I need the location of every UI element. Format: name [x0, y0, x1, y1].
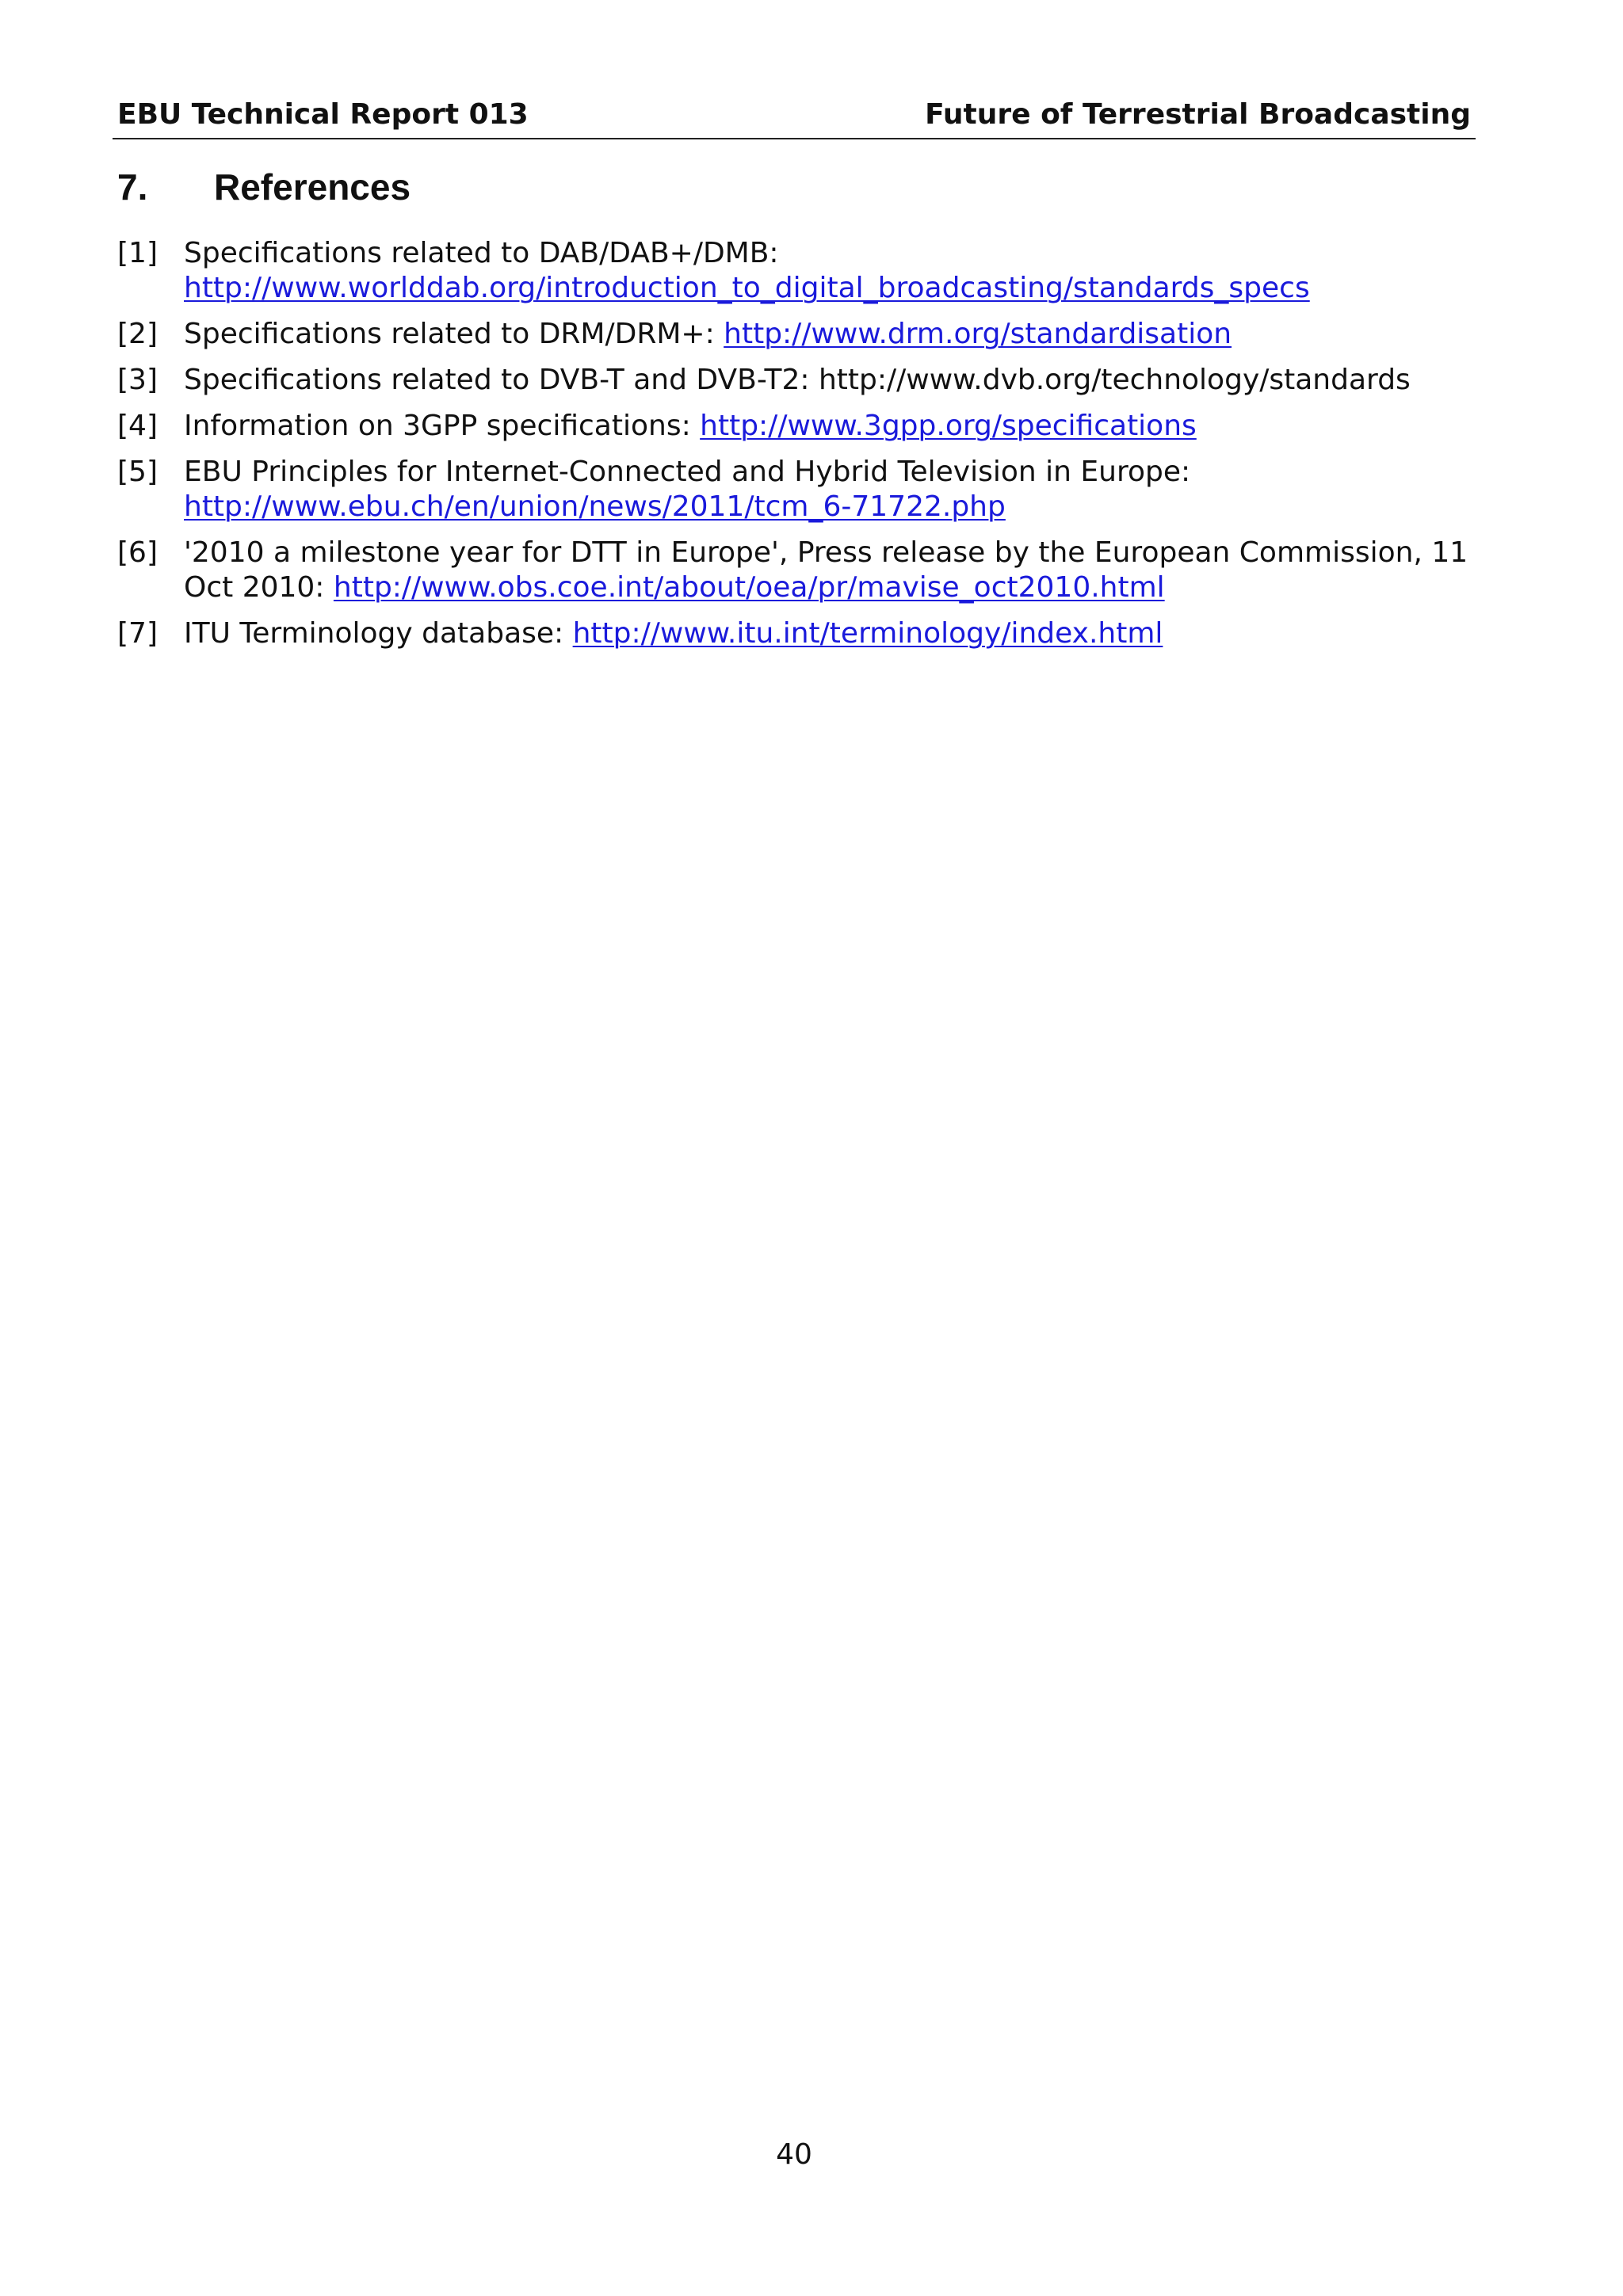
reference-item-1 — [117, 236, 1480, 306]
reference-text: '2010 a milestone year for DTT in Europe', Press release by the European Commission, 11 Oct 2010: — [184, 536, 1468, 604]
section-title: References — [214, 166, 411, 208]
reference-link[interactable]: http://www.3gpp.org/specifications — [700, 410, 1197, 442]
reference-text: Specifications related to DAB/DAB+/DMB: — [184, 237, 779, 269]
page-number: 40 — [776, 2138, 812, 2171]
reference-item-2 — [117, 317, 1480, 352]
section-number: 7. — [117, 166, 148, 208]
reference-item-6 — [117, 536, 1480, 605]
reference-text: Specifications related to DRM/DRM+: — [184, 318, 724, 350]
reference-item-5 — [117, 455, 1480, 524]
reference-text: ITU Terminology database: — [184, 617, 573, 650]
reference-number: [6] — [117, 536, 158, 569]
reference-link[interactable]: http://www.drm.org/standardisation — [724, 318, 1232, 350]
reference-link[interactable]: http://www.worlddab.org/introduction_to_digital_broadcasting/standards_specs — [184, 272, 1310, 304]
reference-number: [2] — [117, 318, 158, 350]
reference-item-3 — [117, 363, 1480, 398]
section-heading — [117, 163, 411, 211]
page-header — [113, 92, 1476, 139]
reference-number: [7] — [117, 617, 158, 650]
reference-item-7 — [117, 616, 1480, 651]
reference-list — [117, 236, 1480, 662]
reference-link[interactable]: http://www.obs.coe.int/about/oea/pr/mavise_oct2010.html — [333, 571, 1165, 604]
document-title: Future of Terrestrial Broadcasting — [925, 98, 1471, 131]
reference-number: [3] — [117, 364, 158, 396]
reference-link[interactable]: http://www.ebu.ch/en/union/news/2011/tcm_6-71722.php — [184, 490, 1006, 523]
report-title: EBU Technical Report 013 — [117, 98, 529, 131]
reference-text: EBU Principles for Internet-Connected and Hybrid Television in Europe: — [184, 456, 1191, 488]
reference-text: Information on 3GPP specifications: — [184, 410, 701, 442]
reference-link[interactable]: http://www.itu.int/terminology/index.html — [572, 617, 1163, 650]
reference-text: Specifications related to DVB-T and DVB-T2: http://www.dvb.org/technology/standards — [184, 364, 1411, 396]
reference-number: [5] — [117, 456, 158, 488]
reference-number: [4] — [117, 410, 158, 442]
reference-number: [1] — [117, 237, 158, 269]
reference-item-4 — [117, 409, 1480, 444]
